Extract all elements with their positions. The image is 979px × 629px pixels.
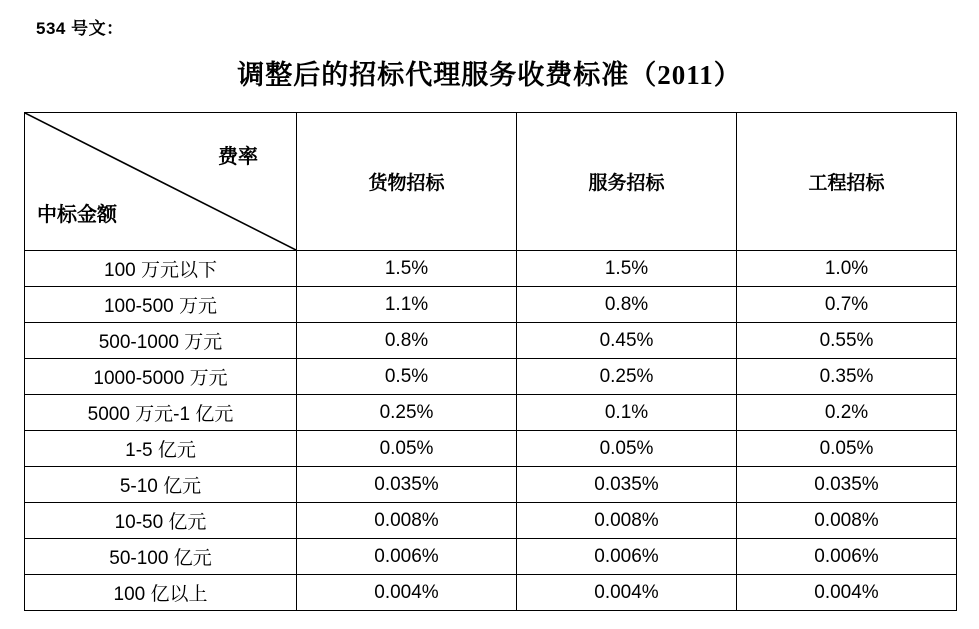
cell-goods-rate: 0.008% [297,503,517,539]
cell-service-rate: 0.035% [517,467,737,503]
cell-service-rate: 0.1% [517,395,737,431]
corner-rate-label: 费率 [218,146,258,168]
cell-project-rate: 0.7% [737,287,957,323]
cell-project-rate: 0.006% [737,539,957,575]
cell-service-rate: 0.8% [517,287,737,323]
column-header-project: 工程招标 [737,113,957,251]
table-row [25,287,957,323]
cell-goods-rate: 1.1% [297,287,517,323]
table-row [25,251,957,287]
cell-goods-rate: 0.5% [297,359,517,395]
cell-goods-rate: 0.035% [297,467,517,503]
cell-goods-rate: 0.006% [297,539,517,575]
column-header-goods: 货物招标 [297,113,517,251]
cell-service-rate: 0.008% [517,503,737,539]
cell-goods-rate: 1.5% [297,251,517,287]
cell-service-rate: 0.006% [517,539,737,575]
cell-service-rate: 0.45% [517,323,737,359]
table-row [25,359,957,395]
cell-service-rate: 0.25% [517,359,737,395]
cell-service-rate: 0.05% [517,431,737,467]
fee-standard-table [24,112,957,611]
column-header-service: 服务招标 [517,113,737,251]
row-amount-label: 100 亿以上 [25,575,297,611]
row-amount-label: 1000-5000 万元 [25,359,297,395]
diagonal-divider-icon [25,113,296,250]
cell-goods-rate: 0.8% [297,323,517,359]
cell-project-rate: 1.0% [737,251,957,287]
table-row [25,431,957,467]
cell-project-rate: 0.2% [737,395,957,431]
cell-goods-rate: 0.25% [297,395,517,431]
cell-project-rate: 0.35% [737,359,957,395]
row-amount-label: 5-10 亿元 [25,467,297,503]
corner-amount-label: 中标金额 [37,204,117,226]
row-amount-label: 100 万元以下 [25,251,297,287]
cell-project-rate: 0.004% [737,575,957,611]
page-title: 调整后的招标代理服务收费标准（2011） [237,60,742,90]
row-amount-label: 100-500 万元 [25,287,297,323]
cell-project-rate: 0.008% [737,503,957,539]
cell-service-rate: 1.5% [517,251,737,287]
table-row [25,503,957,539]
table-row [25,467,957,503]
table-row [25,395,957,431]
row-amount-label: 10-50 亿元 [25,503,297,539]
cell-project-rate: 0.05% [737,431,957,467]
table-row [25,539,957,575]
cell-project-rate: 0.55% [737,323,957,359]
document-reference: 534 号文： [36,19,124,38]
row-amount-label: 1-5 亿元 [25,431,297,467]
cell-service-rate: 0.004% [517,575,737,611]
row-amount-label: 50-100 亿元 [25,539,297,575]
cell-project-rate: 0.035% [737,467,957,503]
cell-goods-rate: 0.004% [297,575,517,611]
table-row [25,323,957,359]
table-row [25,575,957,611]
table-header-row [25,113,957,251]
table-corner-header [25,113,297,251]
row-amount-label: 5000 万元-1 亿元 [25,395,297,431]
cell-goods-rate: 0.05% [297,431,517,467]
row-amount-label: 500-1000 万元 [25,323,297,359]
